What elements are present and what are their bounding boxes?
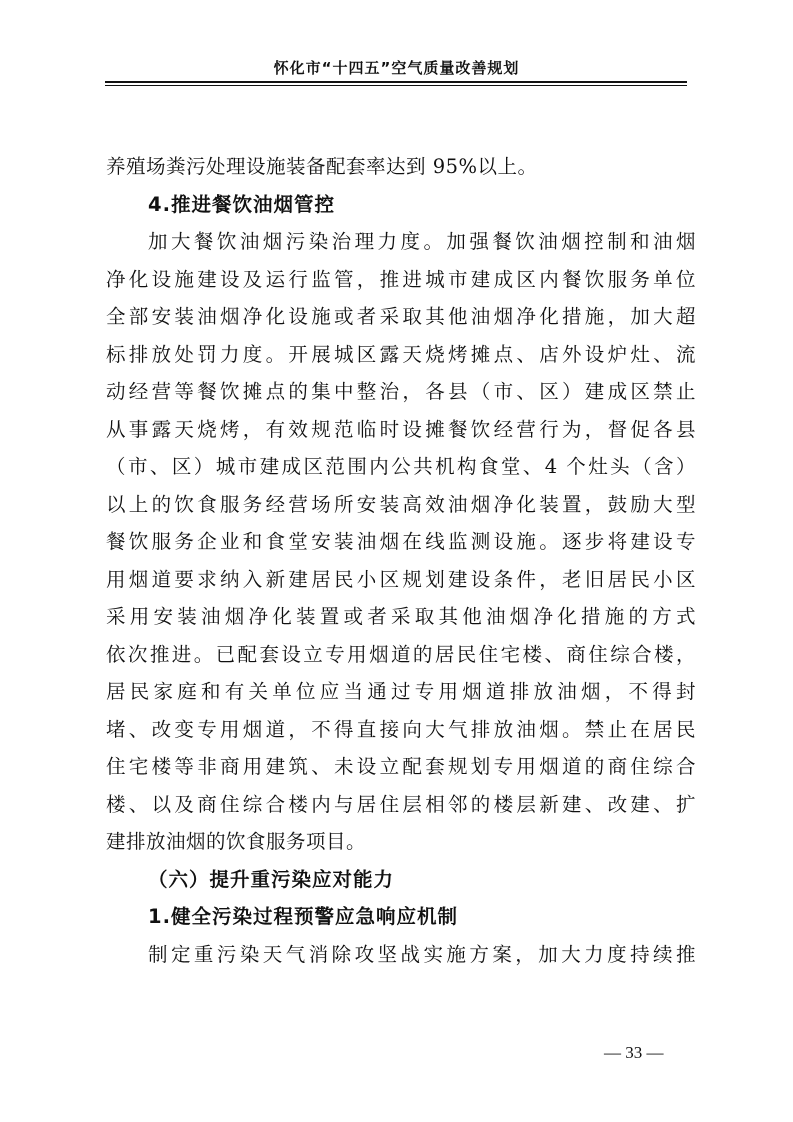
paragraph-line: 加大餐饮油烟污染治理力度。加强餐饮油烟控制和油烟 bbox=[148, 230, 696, 253]
header-rule-thick bbox=[105, 81, 687, 83]
page-number: — 33 — bbox=[604, 1043, 664, 1062]
paragraph-line: 餐饮服务企业和食堂安装油烟在线监测设施。逐步将建设专 bbox=[106, 530, 696, 553]
paragraph-line: 建排放油烟的饮食服务项目。 bbox=[106, 830, 367, 853]
paragraph-line: 全部安装油烟净化设施或者采取其他油烟净化措施，加大超 bbox=[106, 305, 696, 328]
paragraph-line: 从事露天烧烤，有效规范临时设摊餐饮经营行为，督促各县 bbox=[106, 417, 696, 441]
continuation-line: 养殖场粪污处理设施装备配套率达到 95%以上。 bbox=[106, 155, 538, 178]
paragraph-line: 以上的饮食服务经营场所安装高效油烟净化装置，鼓励大型 bbox=[106, 492, 696, 516]
section-heading-pollution-response: （六）提升重污染应对能力 bbox=[148, 867, 395, 891]
paragraph-line: 用烟道要求纳入新建居民小区规划建设条件，老旧居民小区 bbox=[106, 567, 696, 591]
document-body bbox=[106, 148, 696, 973]
subheading-restaurant-fumes: 4.推进餐饮油烟管控 bbox=[148, 192, 335, 216]
paragraph-line: 依次推进。已配套设立专用烟道的居民住宅楼、商住综合楼， bbox=[106, 642, 696, 666]
paragraph-line: 动经营等餐饮摊点的集中整治，各县（市、区）建成区禁止 bbox=[106, 380, 696, 403]
paragraph-line: 住宅楼等非商用建筑、未设立配套规划专用烟道的商住综合 bbox=[106, 755, 696, 778]
header-rule-thin bbox=[105, 85, 687, 86]
paragraph-line: 制定重污染天气消除攻坚战实施方案，加大力度持续推 bbox=[148, 942, 696, 966]
paragraph-line: 采用安装油烟净化装置或者采取其他油烟净化措施的方式 bbox=[106, 605, 696, 628]
paragraph-line: 标排放处罚力度。开展城区露天烧烤摊点、店外设炉灶、流 bbox=[106, 342, 696, 366]
paragraph-line: 净化设施建设及运行监管，推进城市建成区内餐饮服务单位 bbox=[106, 267, 696, 291]
paragraph-line: 楼、以及商住综合楼内与居住层相邻的楼层新建、改建、扩 bbox=[106, 792, 696, 816]
paragraph-line: （市、区）城市建成区范围内公共机构食堂、4 个灶头（含） bbox=[106, 455, 696, 478]
running-header-title: 怀化市“十四五”空气质量改善规划 bbox=[273, 59, 520, 77]
paragraph-line: 堵、改变专用烟道，不得直接向大气排放油烟。禁止在居民 bbox=[106, 717, 696, 741]
paragraph-line: 居民家庭和有关单位应当通过专用烟道排放油烟，不得封 bbox=[106, 680, 696, 703]
subheading-warning-mechanism: 1.健全污染过程预警应急响应机制 bbox=[148, 905, 458, 928]
